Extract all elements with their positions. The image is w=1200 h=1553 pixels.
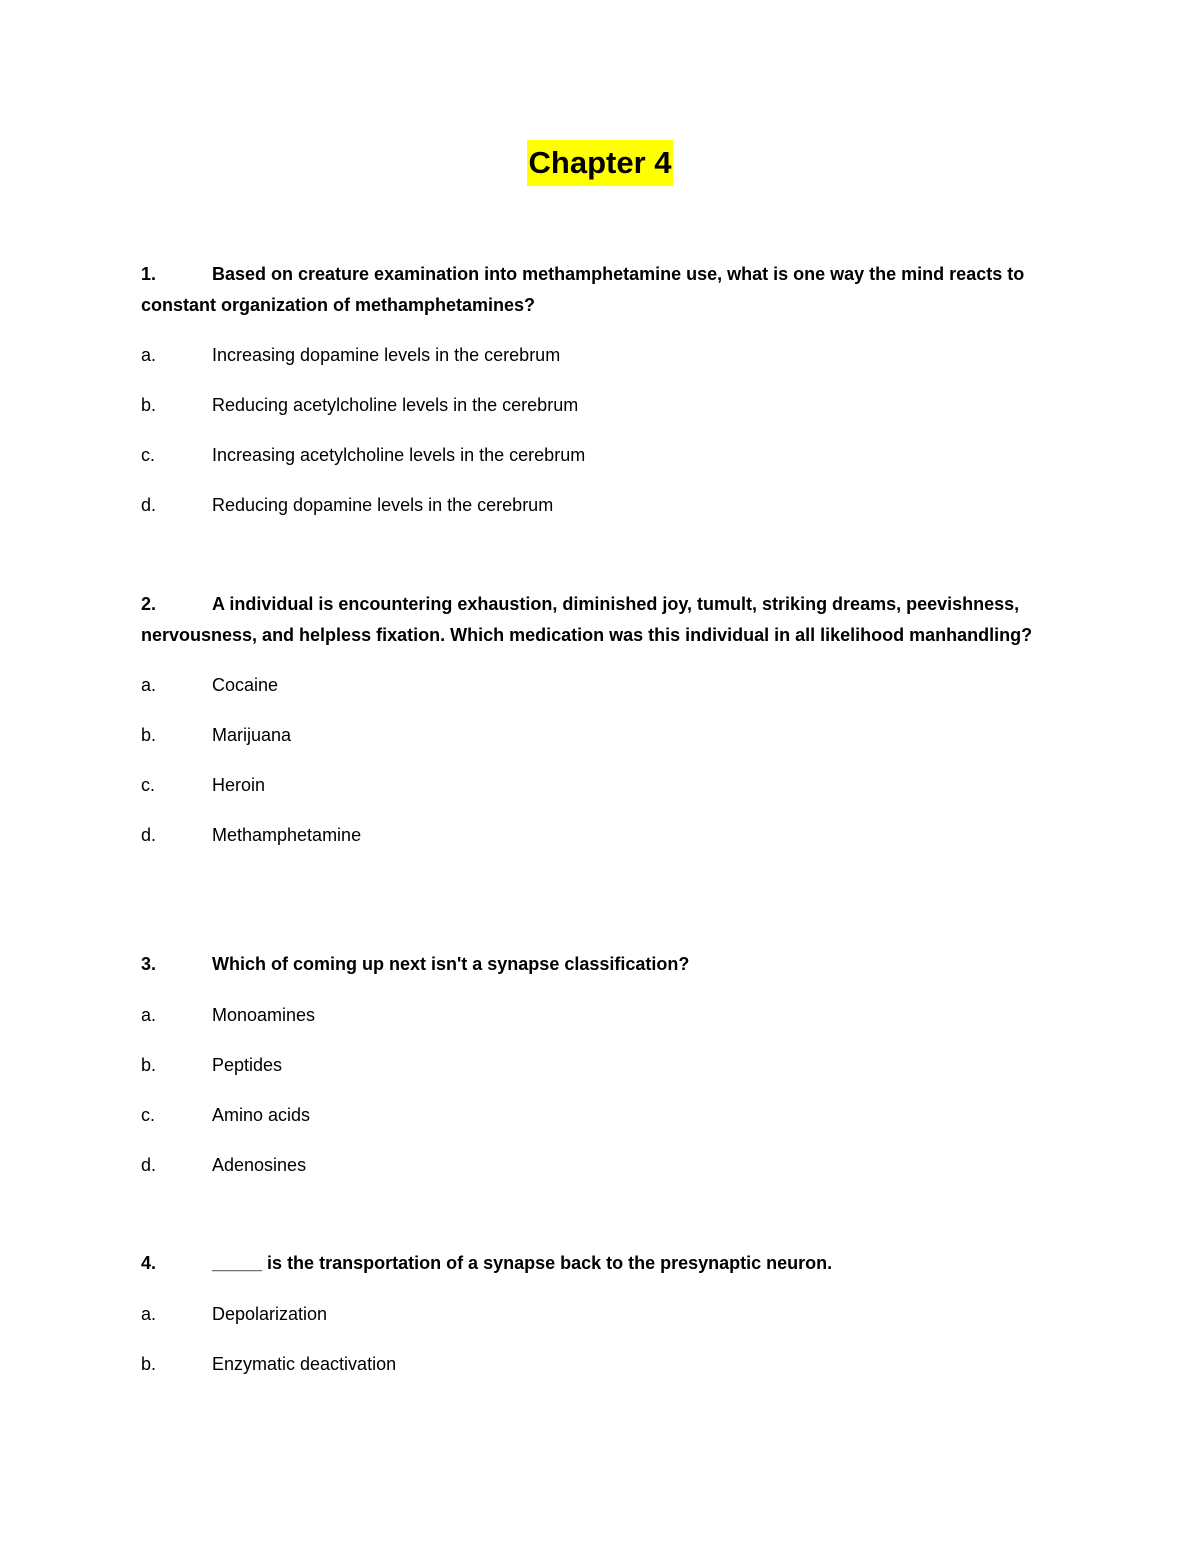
- option-letter: a.: [141, 1004, 157, 1025]
- option-text: Heroin: [212, 775, 266, 795]
- option-text: Enzymatic deactivation: [212, 1353, 397, 1374]
- answer-option: [141, 1349, 1061, 1379]
- answer-option: [141, 770, 1061, 800]
- option-text: Methamphetamine: [212, 825, 362, 845]
- answer-option: [141, 1000, 1061, 1030]
- option-text: Reducing dopamine levels in the cerebrum: [212, 495, 554, 515]
- question-text: Based on creature examination into methamphetamine use, what is one way the mind reacts to constant organization of methamphetamines?: [141, 264, 1025, 315]
- answer-option: [141, 1299, 1061, 1329]
- title-wrapper: [0, 140, 1200, 186]
- page-title: Chapter 4: [527, 140, 674, 186]
- question-4: [141, 1248, 1061, 1379]
- option-letter: c.: [141, 445, 156, 465]
- answer-option: [141, 490, 1061, 520]
- answer-option: [141, 1150, 1061, 1180]
- answer-option: [141, 1100, 1061, 1130]
- question-text: Which of coming up next isn't a synapse classification?: [212, 954, 690, 974]
- question-3: [141, 949, 1061, 1180]
- option-text: Increasing acetylcholine levels in the cerebrum: [212, 445, 586, 465]
- option-text: Adenosines: [212, 1154, 307, 1175]
- option-text: Depolarization: [212, 1303, 328, 1324]
- option-letter: b.: [141, 1054, 157, 1075]
- answer-option: [141, 440, 1061, 470]
- answer-option: [141, 670, 1061, 700]
- question-text: A individual is encountering exhaustion, diminished joy, tumult, striking dreams, peevishness, nervousness, and helpless fixation. Which medication was this individual in all likelihood manhandling?: [141, 594, 1033, 645]
- option-text: Amino acids: [212, 1104, 311, 1125]
- option-text: Marijuana: [212, 725, 292, 745]
- option-letter: d.: [141, 495, 157, 515]
- question-number: 1.: [141, 264, 157, 284]
- option-text: Increasing dopamine levels in the cerebrum: [212, 345, 561, 365]
- answer-option: [141, 340, 1061, 370]
- question-stem: [141, 589, 1061, 650]
- option-text: Cocaine: [212, 675, 279, 695]
- question-stem: [141, 1248, 1061, 1279]
- question-number: 3.: [141, 954, 157, 974]
- option-text: Reducing acetylcholine levels in the cerebrum: [212, 395, 579, 415]
- option-text: Monoamines: [212, 1004, 316, 1025]
- answer-option: [141, 720, 1061, 750]
- question-text: _____ is the transportation of a synapse back to the presynaptic neuron.: [212, 1253, 833, 1273]
- option-letter: b.: [141, 395, 157, 415]
- answer-option: [141, 820, 1061, 850]
- option-text: Peptides: [212, 1054, 283, 1075]
- question-stem: [141, 259, 1061, 320]
- answer-option: [141, 1050, 1061, 1080]
- option-letter: b.: [141, 1353, 157, 1374]
- option-letter: a.: [141, 345, 157, 365]
- option-letter: d.: [141, 825, 157, 845]
- question-1: [141, 259, 1061, 520]
- option-letter: b.: [141, 725, 157, 745]
- question-number: 2.: [141, 594, 157, 614]
- option-letter: d.: [141, 1154, 157, 1175]
- question-2: [141, 589, 1061, 850]
- question-stem: [141, 949, 1061, 980]
- option-letter: c.: [141, 775, 156, 795]
- answer-option: [141, 390, 1061, 420]
- option-letter: a.: [141, 675, 157, 695]
- question-number: 4.: [141, 1253, 157, 1273]
- option-letter: a.: [141, 1303, 157, 1324]
- option-letter: c.: [141, 1104, 156, 1125]
